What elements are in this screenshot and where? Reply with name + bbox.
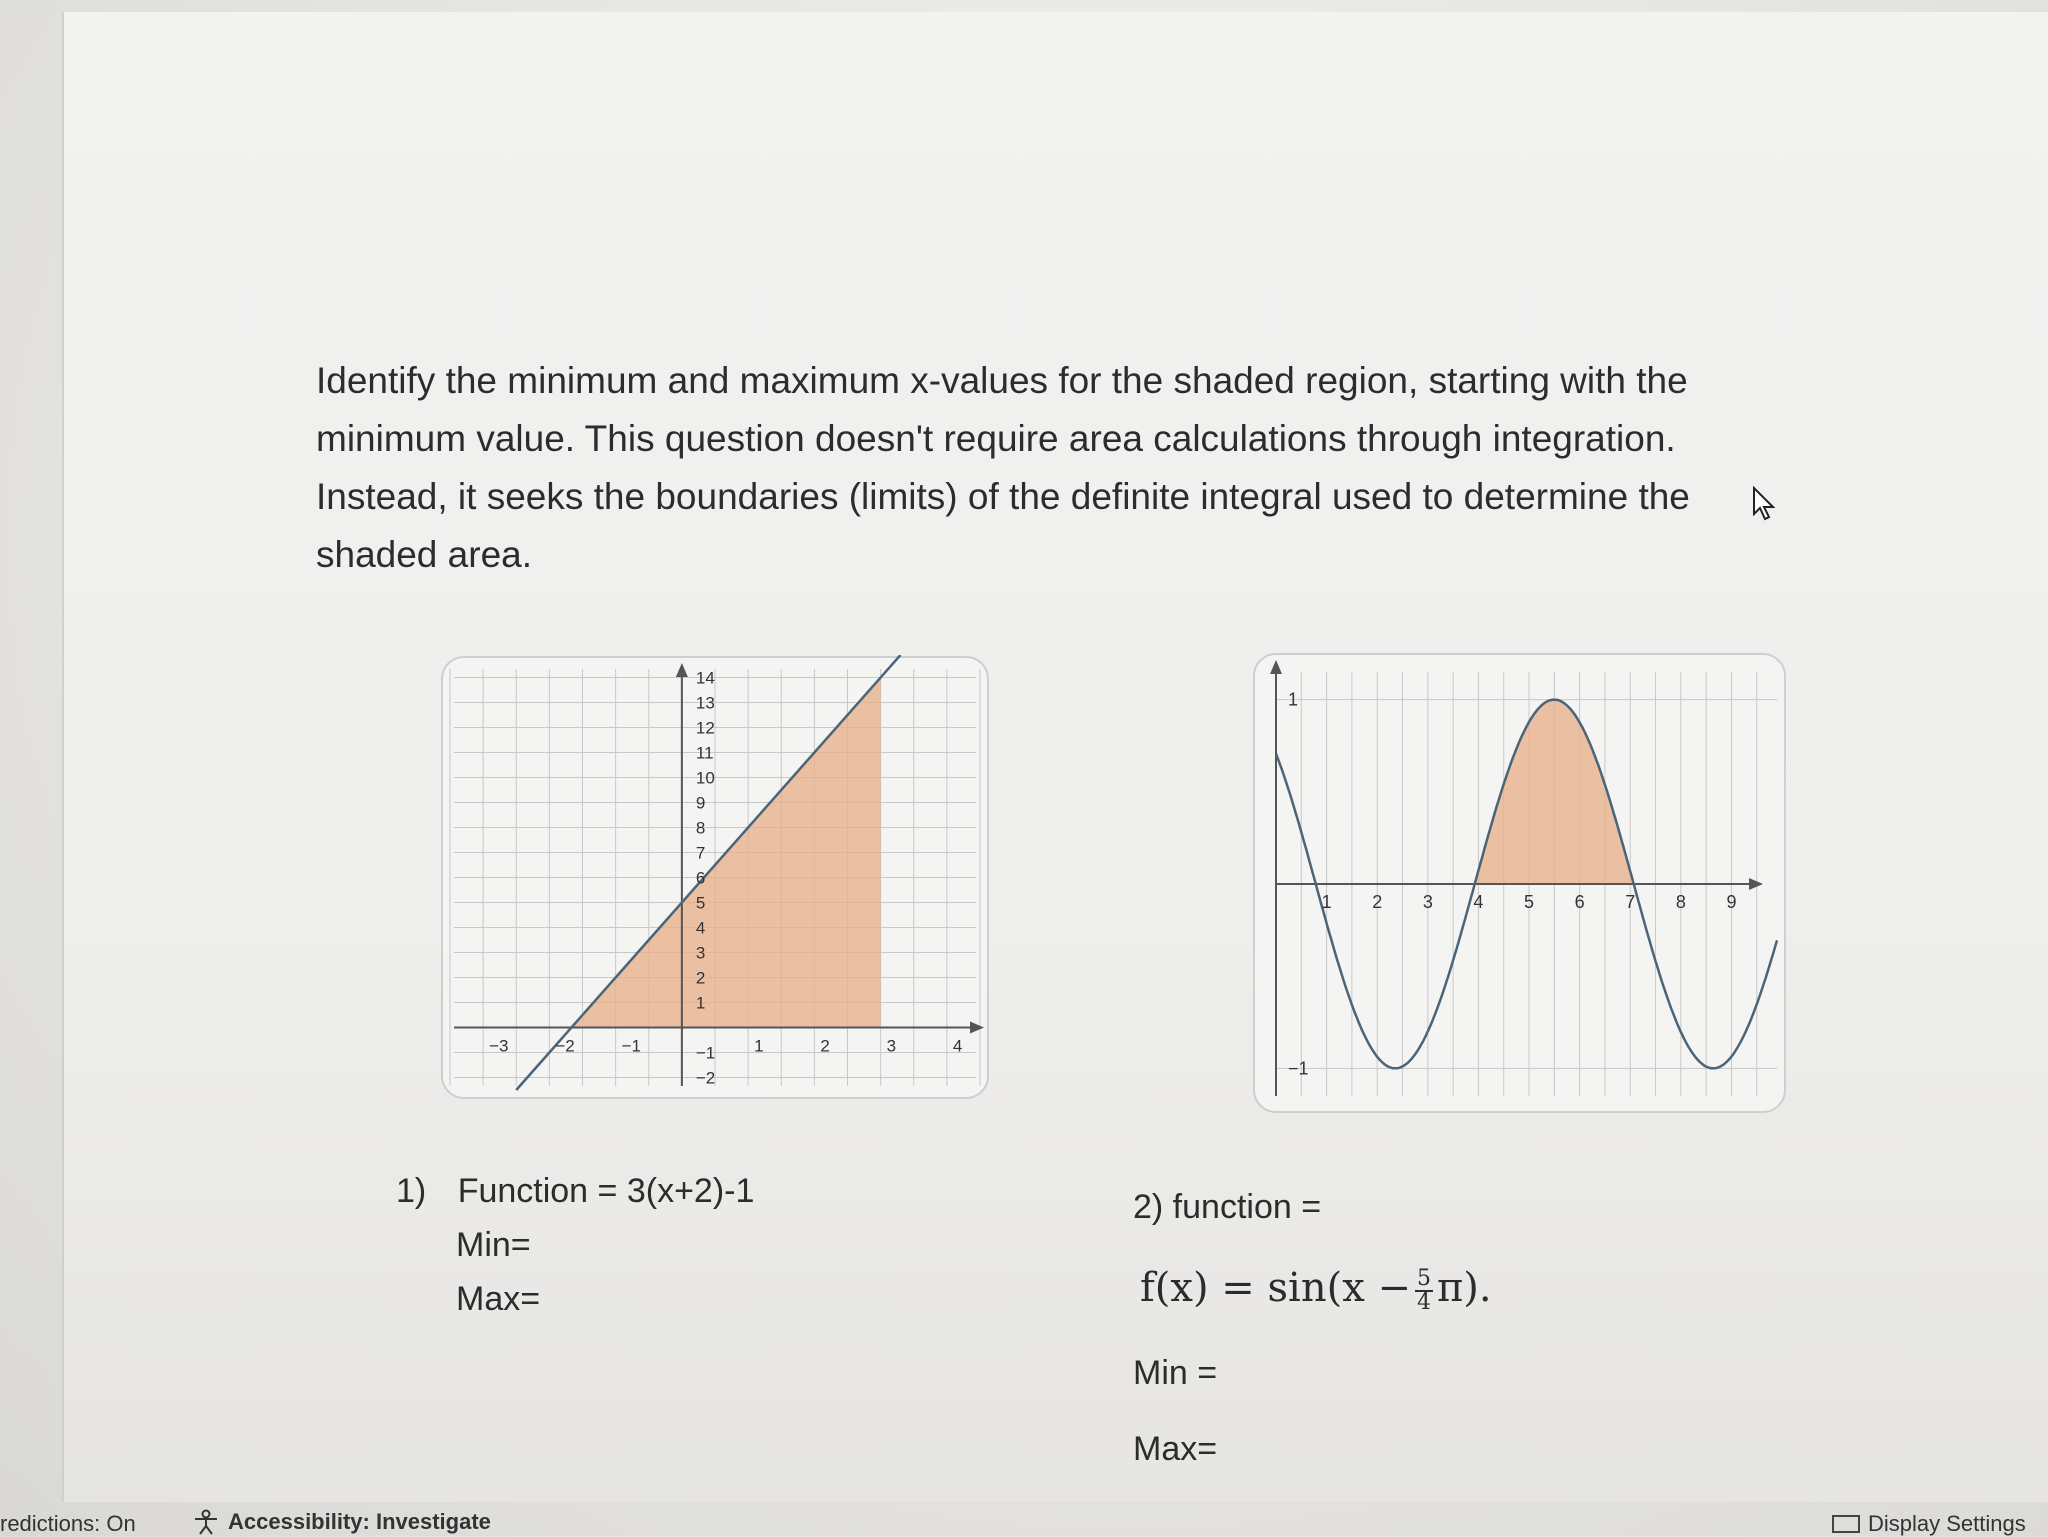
y-tick-label: 1 — [1288, 689, 1299, 710]
graph-linear — [440, 655, 990, 1100]
q2-formula-left: f(x) = sin(x − — [1140, 1265, 1411, 1311]
y-tick-label: 6 — [695, 868, 706, 888]
x-tick-label: 4 — [952, 1036, 963, 1056]
q1-function — [396, 1172, 754, 1211]
y-tick-label: −1 — [695, 1043, 716, 1063]
accessibility-icon — [192, 1509, 220, 1535]
status-bar — [0, 1505, 2048, 1536]
x-tick-label: 9 — [1726, 892, 1737, 912]
y-tick-label: 13 — [695, 693, 715, 713]
q2-formula-fraction — [1415, 1268, 1433, 1314]
q2-frac-den: 4 — [1417, 1290, 1431, 1315]
graph-sine — [1252, 652, 1787, 1114]
q1-number: 1) — [396, 1172, 427, 1210]
q2-min-label: Min = — [1133, 1354, 1218, 1392]
x-tick-label: 2 — [820, 1036, 830, 1056]
text-predictions-status[interactable]: redictions: On — [0, 1511, 136, 1536]
q1-max-label: Max= — [456, 1280, 541, 1318]
y-tick-label: 4 — [695, 918, 706, 938]
x-tick-label: 3 — [1422, 892, 1433, 912]
y-tick-label: −1 — [1288, 1058, 1309, 1079]
x-tick-label: 4 — [1473, 892, 1484, 912]
y-tick-label: 14 — [695, 668, 715, 688]
q2-formula-right: π). — [1437, 1265, 1492, 1311]
x-tick-label: 7 — [1625, 892, 1636, 912]
y-tick-label: −2 — [695, 1068, 716, 1088]
y-tick-label: 11 — [695, 743, 714, 763]
display-settings-label: Display Settings — [1868, 1511, 2026, 1536]
y-tick-label: 7 — [695, 843, 706, 863]
graph-linear-svg — [440, 655, 990, 1100]
x-tick-label: 1 — [754, 1036, 764, 1056]
x-tick-label: 5 — [1524, 892, 1535, 912]
mouse-cursor-icon — [1752, 486, 1778, 522]
x-tick-label: −3 — [489, 1036, 509, 1056]
q2-frac-num: 5 — [1417, 1266, 1431, 1291]
question-prompt: Identify the minimum and maximum x-values for the shaded region, starting with the minimum value. This question doesn't require area calculations through integration. Instead, it seeks the boundaries (limits) of the definite integral used to determine the shaded area. — [316, 360, 1690, 575]
y-tick-label: 2 — [695, 968, 706, 988]
y-tick-label: 1 — [695, 993, 706, 1013]
q2-max-label: Max= — [1133, 1430, 1218, 1468]
x-tick-label: 1 — [1321, 892, 1332, 912]
q2-function-label: 2) function = — [1133, 1188, 1322, 1226]
q1-min-label: Min= — [456, 1226, 531, 1264]
q1-function-text: Function = 3(x+2)-1 — [457, 1172, 755, 1210]
y-tick-label: 3 — [695, 943, 706, 963]
accessibility-status[interactable] — [192, 1509, 491, 1535]
y-tick-label: 5 — [695, 893, 706, 913]
display-icon — [1832, 1515, 1860, 1533]
accessibility-label: Accessibility: Investigate — [228, 1509, 491, 1534]
x-tick-label: −2 — [555, 1036, 575, 1056]
y-tick-label: 12 — [695, 718, 715, 738]
display-settings-button[interactable] — [1832, 1511, 2026, 1537]
x-tick-label: 2 — [1372, 892, 1383, 912]
x-tick-label: 6 — [1574, 892, 1585, 912]
y-tick-label: 9 — [695, 793, 706, 813]
x-tick-label: 3 — [886, 1036, 897, 1056]
y-tick-label: 8 — [695, 818, 706, 838]
q2-formula — [1140, 1265, 1492, 1314]
graph-sine-svg — [1252, 652, 1787, 1114]
x-tick-label: 8 — [1675, 892, 1686, 912]
x-tick-label: −1 — [621, 1036, 642, 1056]
y-tick-label: 10 — [695, 768, 715, 788]
